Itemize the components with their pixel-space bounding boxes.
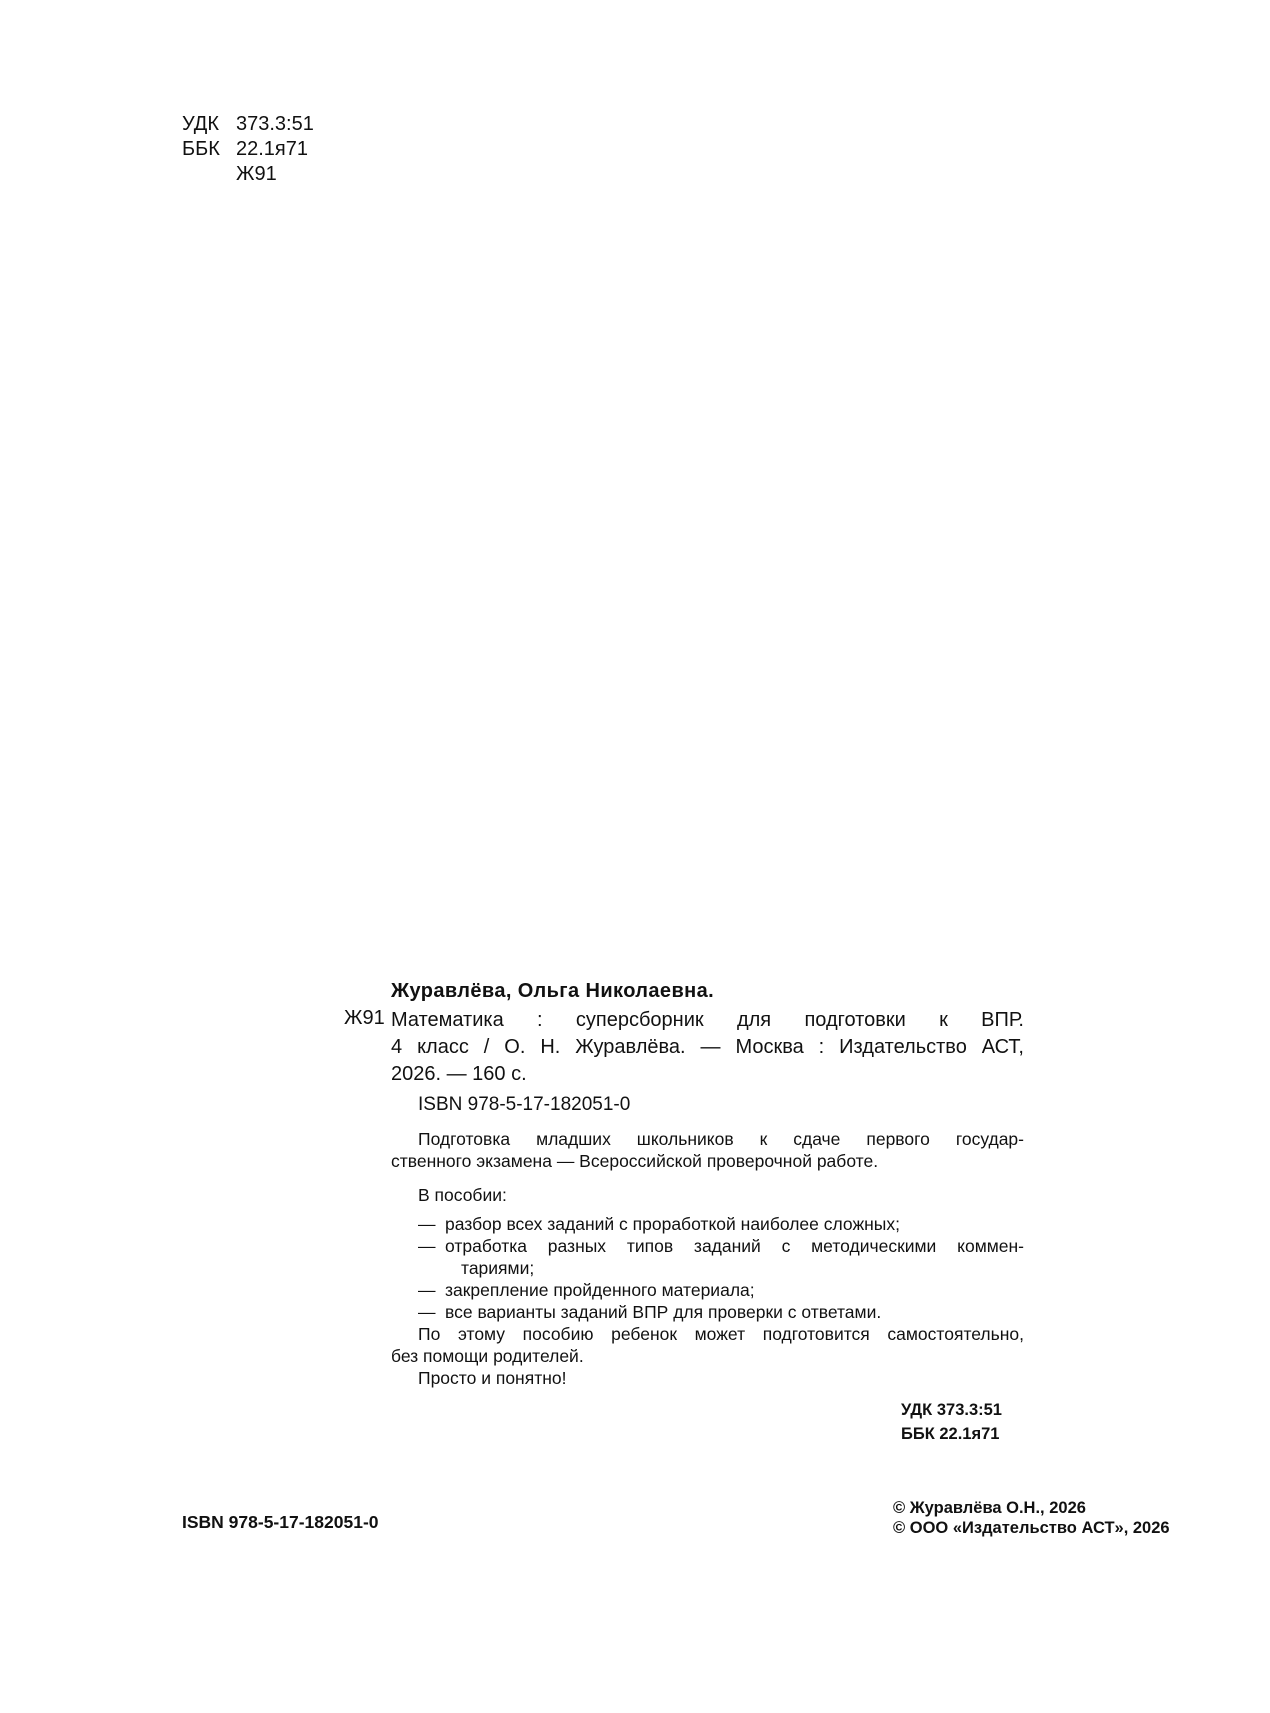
closing-final: Просто и понятно! [418,1368,567,1388]
list-item-text: все варианты заданий ВПР для проверки с ответами. [445,1302,882,1322]
title-description [391,1007,1024,1088]
annotation [391,1128,1024,1172]
card-bbk: ББК 22.1я71 [901,1425,1000,1443]
top-author-mark-row [182,162,314,187]
top-bbk-row [182,137,314,162]
closing-text [391,1323,1024,1389]
annotation-line: Подготовка младших школьников к сдаче первого государ- [418,1129,1024,1149]
copyright-block [893,1498,1170,1538]
title-line: 2026. — 160 с. [391,1063,527,1085]
list-item-text: тариями; [461,1258,535,1278]
contents-list [391,1184,1024,1323]
author-heading: Журавлёва, Ольга Николаевна. [391,980,715,1002]
card-udk: УДК 373.3:51 [901,1401,1002,1419]
card-isbn: ISBN 978-5-17-182051-0 [418,1094,631,1115]
card-author-mark: Ж91 [344,1007,385,1029]
bullet-dash: — [418,1236,436,1256]
copyright-publisher: © ООО «Издательство АСТ», 2026 [893,1519,1170,1537]
list-item-text: отработка разных типов заданий с методическими коммен- [445,1236,1024,1256]
top-bbk-label: ББК [182,138,220,160]
list-item-text: разбор всех заданий с проработкой наиболее сложных; [445,1214,900,1234]
list-item-text: закрепление пройденного материала; [445,1280,755,1300]
top-bbk-value: 22.1я71 [236,138,309,160]
closing-line: без помощи родителей. [391,1346,584,1366]
list-item [391,1235,1024,1279]
bullet-dash: — [418,1280,436,1300]
list-item [391,1301,1024,1323]
top-udk-row [182,112,314,137]
card-classification-codes [901,1398,1002,1446]
contents-intro: В пособии: [418,1185,507,1205]
list-item [391,1213,1024,1235]
footer-isbn: ISBN 978-5-17-182051-0 [182,1512,379,1532]
bullet-dash: — [418,1302,436,1322]
list-item [391,1279,1024,1301]
title-line: Математика : суперсборник для подготовки к ВПР. [391,1009,1024,1031]
closing-line: По этому пособию ребенок может подготовится самостоятельно, [418,1324,1024,1344]
title-line: 4 класс / О. Н. Журавлёва. — Москва : Издательство АСТ, [391,1036,1024,1058]
bullet-dash: — [418,1214,436,1234]
annotation-line: ственного экзамена — Всероссийской проверочной работе. [391,1151,879,1171]
top-classification-codes [182,112,314,187]
top-udk-label: УДК [182,113,220,135]
top-author-mark: Ж91 [236,163,277,185]
copyright-author: © Журавлёва О.Н., 2026 [893,1499,1086,1517]
top-udk-value: 373.3:51 [236,113,314,135]
